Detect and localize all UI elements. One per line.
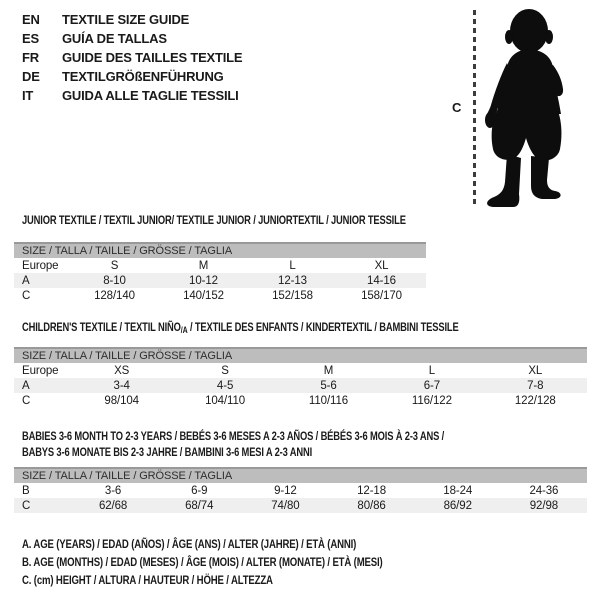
babies-title-line2: BABYS 3-6 MONATE BIS 2-3 JAHRE / BAMBINI 3-6 MESI A 2-3 ANNI <box>22 445 313 459</box>
language-code: EN <box>22 12 40 27</box>
table-cell: XS <box>114 364 130 377</box>
table-cell: XL <box>374 259 389 272</box>
table-cell: 9-12 <box>274 484 297 497</box>
junior-table <box>14 242 426 303</box>
table-row <box>14 273 426 288</box>
table-cell: 12-18 <box>357 484 387 497</box>
table-cell: L <box>428 364 436 377</box>
row-label: Europe <box>22 364 59 377</box>
table-cell: 104/110 <box>205 394 246 407</box>
language-row-it <box>22 86 242 105</box>
children-title-post: / TEXTILE DES ENFANTS / KINDERTEXTIL / BAMBINI TESSILE <box>187 320 459 334</box>
table-cell: 116/122 <box>411 394 452 407</box>
table-cell: 14-16 <box>367 274 396 287</box>
row-label: A <box>22 274 30 287</box>
language-title: GUÍA DE TALLAS <box>62 31 167 46</box>
language-title: TEXTILGRÖßENFÜHRUNG <box>62 69 224 84</box>
table-cell: 98/104 <box>104 394 139 407</box>
footnote-a: A. AGE (YEARS) / EDAD (AÑOS) / ÂGE (ANS) / ALTER (JAHRE) / ETÀ (ANNI) <box>22 537 357 551</box>
table-cell: 8-10 <box>103 274 126 287</box>
height-measure-label: C <box>452 100 462 115</box>
language-row-en <box>22 10 242 29</box>
table-cell: 74/80 <box>271 499 300 512</box>
language-code: IT <box>22 88 34 103</box>
table-cell: 92/98 <box>529 499 559 512</box>
table-row <box>14 393 587 408</box>
row-label: Europe <box>22 259 59 272</box>
row-label: C <box>22 289 31 302</box>
language-row-es <box>22 29 242 48</box>
table-cell: 7-8 <box>527 379 544 392</box>
babies-table <box>14 467 587 513</box>
table-row <box>14 288 426 303</box>
row-label: C <box>22 394 31 407</box>
table-row <box>14 258 426 273</box>
table-cell: 128/140 <box>94 289 135 302</box>
babies-title-line1: BABIES 3-6 MONTH TO 2-3 YEARS / BEBÉS 3-6 MESES A 2-3 AÑOS / BÉBÉS 3-6 MOIS À 2-3 ANS / <box>22 429 445 443</box>
table-cell: 6-7 <box>423 379 441 392</box>
table-cell: 62/68 <box>98 499 128 512</box>
table-row <box>14 378 587 393</box>
table-cell: 24-36 <box>529 484 559 497</box>
children-table <box>14 347 587 408</box>
language-title: TEXTILE SIZE GUIDE <box>62 12 190 27</box>
table-cell: 80/86 <box>357 499 386 512</box>
table-cell: 86/92 <box>443 499 472 512</box>
table-cell: 10-12 <box>189 274 218 287</box>
table-row <box>14 363 587 378</box>
table-cell: S <box>221 364 229 377</box>
height-measure-dotted-line <box>473 10 476 206</box>
row-label: C <box>22 499 31 512</box>
table-cell: 5-6 <box>320 379 337 392</box>
language-title: GUIDA ALLE TAGLIE TESSILI <box>62 88 239 103</box>
table-cell: 18-24 <box>443 484 473 497</box>
table-cell: 158/170 <box>361 289 402 302</box>
children-title-pre: CHILDREN'S TEXTILE / TEXTIL NIÑO <box>22 320 181 334</box>
table-row <box>14 483 587 498</box>
table-cell: XL <box>528 364 543 377</box>
table-cell: 68/74 <box>185 499 214 512</box>
language-code: FR <box>22 50 39 65</box>
baby-silhouette <box>482 6 578 210</box>
children-size-header-bar: SIZE / TALLA / TAILLE / GRÖSSE / TAGLIA <box>14 347 587 363</box>
junior-section-title: JUNIOR TEXTILE / TEXTIL JUNIOR/ TEXTILE JUNIOR / JUNIORTEXTIL / JUNIOR TESSILE <box>22 213 406 227</box>
junior-size-header-bar: SIZE / TALLA / TAILLE / GRÖSSE / TAGLIA <box>14 242 426 258</box>
language-row-de <box>22 67 242 86</box>
footnotes-block <box>22 535 473 589</box>
table-cell: 6-9 <box>191 484 208 497</box>
table-row <box>14 498 587 513</box>
children-title-subscript: /A <box>180 325 188 335</box>
table-cell: M <box>323 364 334 377</box>
table-cell: 122/128 <box>514 394 556 407</box>
table-cell: L <box>289 259 296 272</box>
language-code: DE <box>22 69 40 84</box>
babies-size-header-bar: SIZE / TALLA / TAILLE / GRÖSSE / TAGLIA <box>14 467 587 483</box>
footnote-c: C. (cm) HEIGHT / ALTURA / HAUTEUR / HÖHE / ALTEZZA <box>22 573 273 587</box>
babies-section-title <box>22 428 444 460</box>
language-code: ES <box>22 31 39 46</box>
children-section-title <box>22 319 459 338</box>
table-cell: 4-5 <box>216 379 234 392</box>
row-label: B <box>22 484 30 497</box>
table-cell: 140/152 <box>183 289 224 302</box>
language-title: GUIDE DES TAILLES TEXTILE <box>62 50 243 65</box>
table-cell: 3-6 <box>104 484 122 497</box>
table-cell: 110/116 <box>308 394 349 407</box>
row-label: A <box>22 379 30 392</box>
language-row-fr <box>22 48 242 67</box>
table-cell: 3-4 <box>113 379 130 392</box>
table-cell: M <box>198 259 209 272</box>
language-header-block <box>22 10 242 105</box>
table-cell: 152/158 <box>272 289 313 302</box>
table-cell: S <box>110 259 119 272</box>
footnote-b: B. AGE (MONTHS) / EDAD (MESES) / ÂGE (MOIS) / ALTER (MONATE) / ETÀ (MESI) <box>22 555 383 569</box>
table-cell: 12-13 <box>278 274 307 287</box>
